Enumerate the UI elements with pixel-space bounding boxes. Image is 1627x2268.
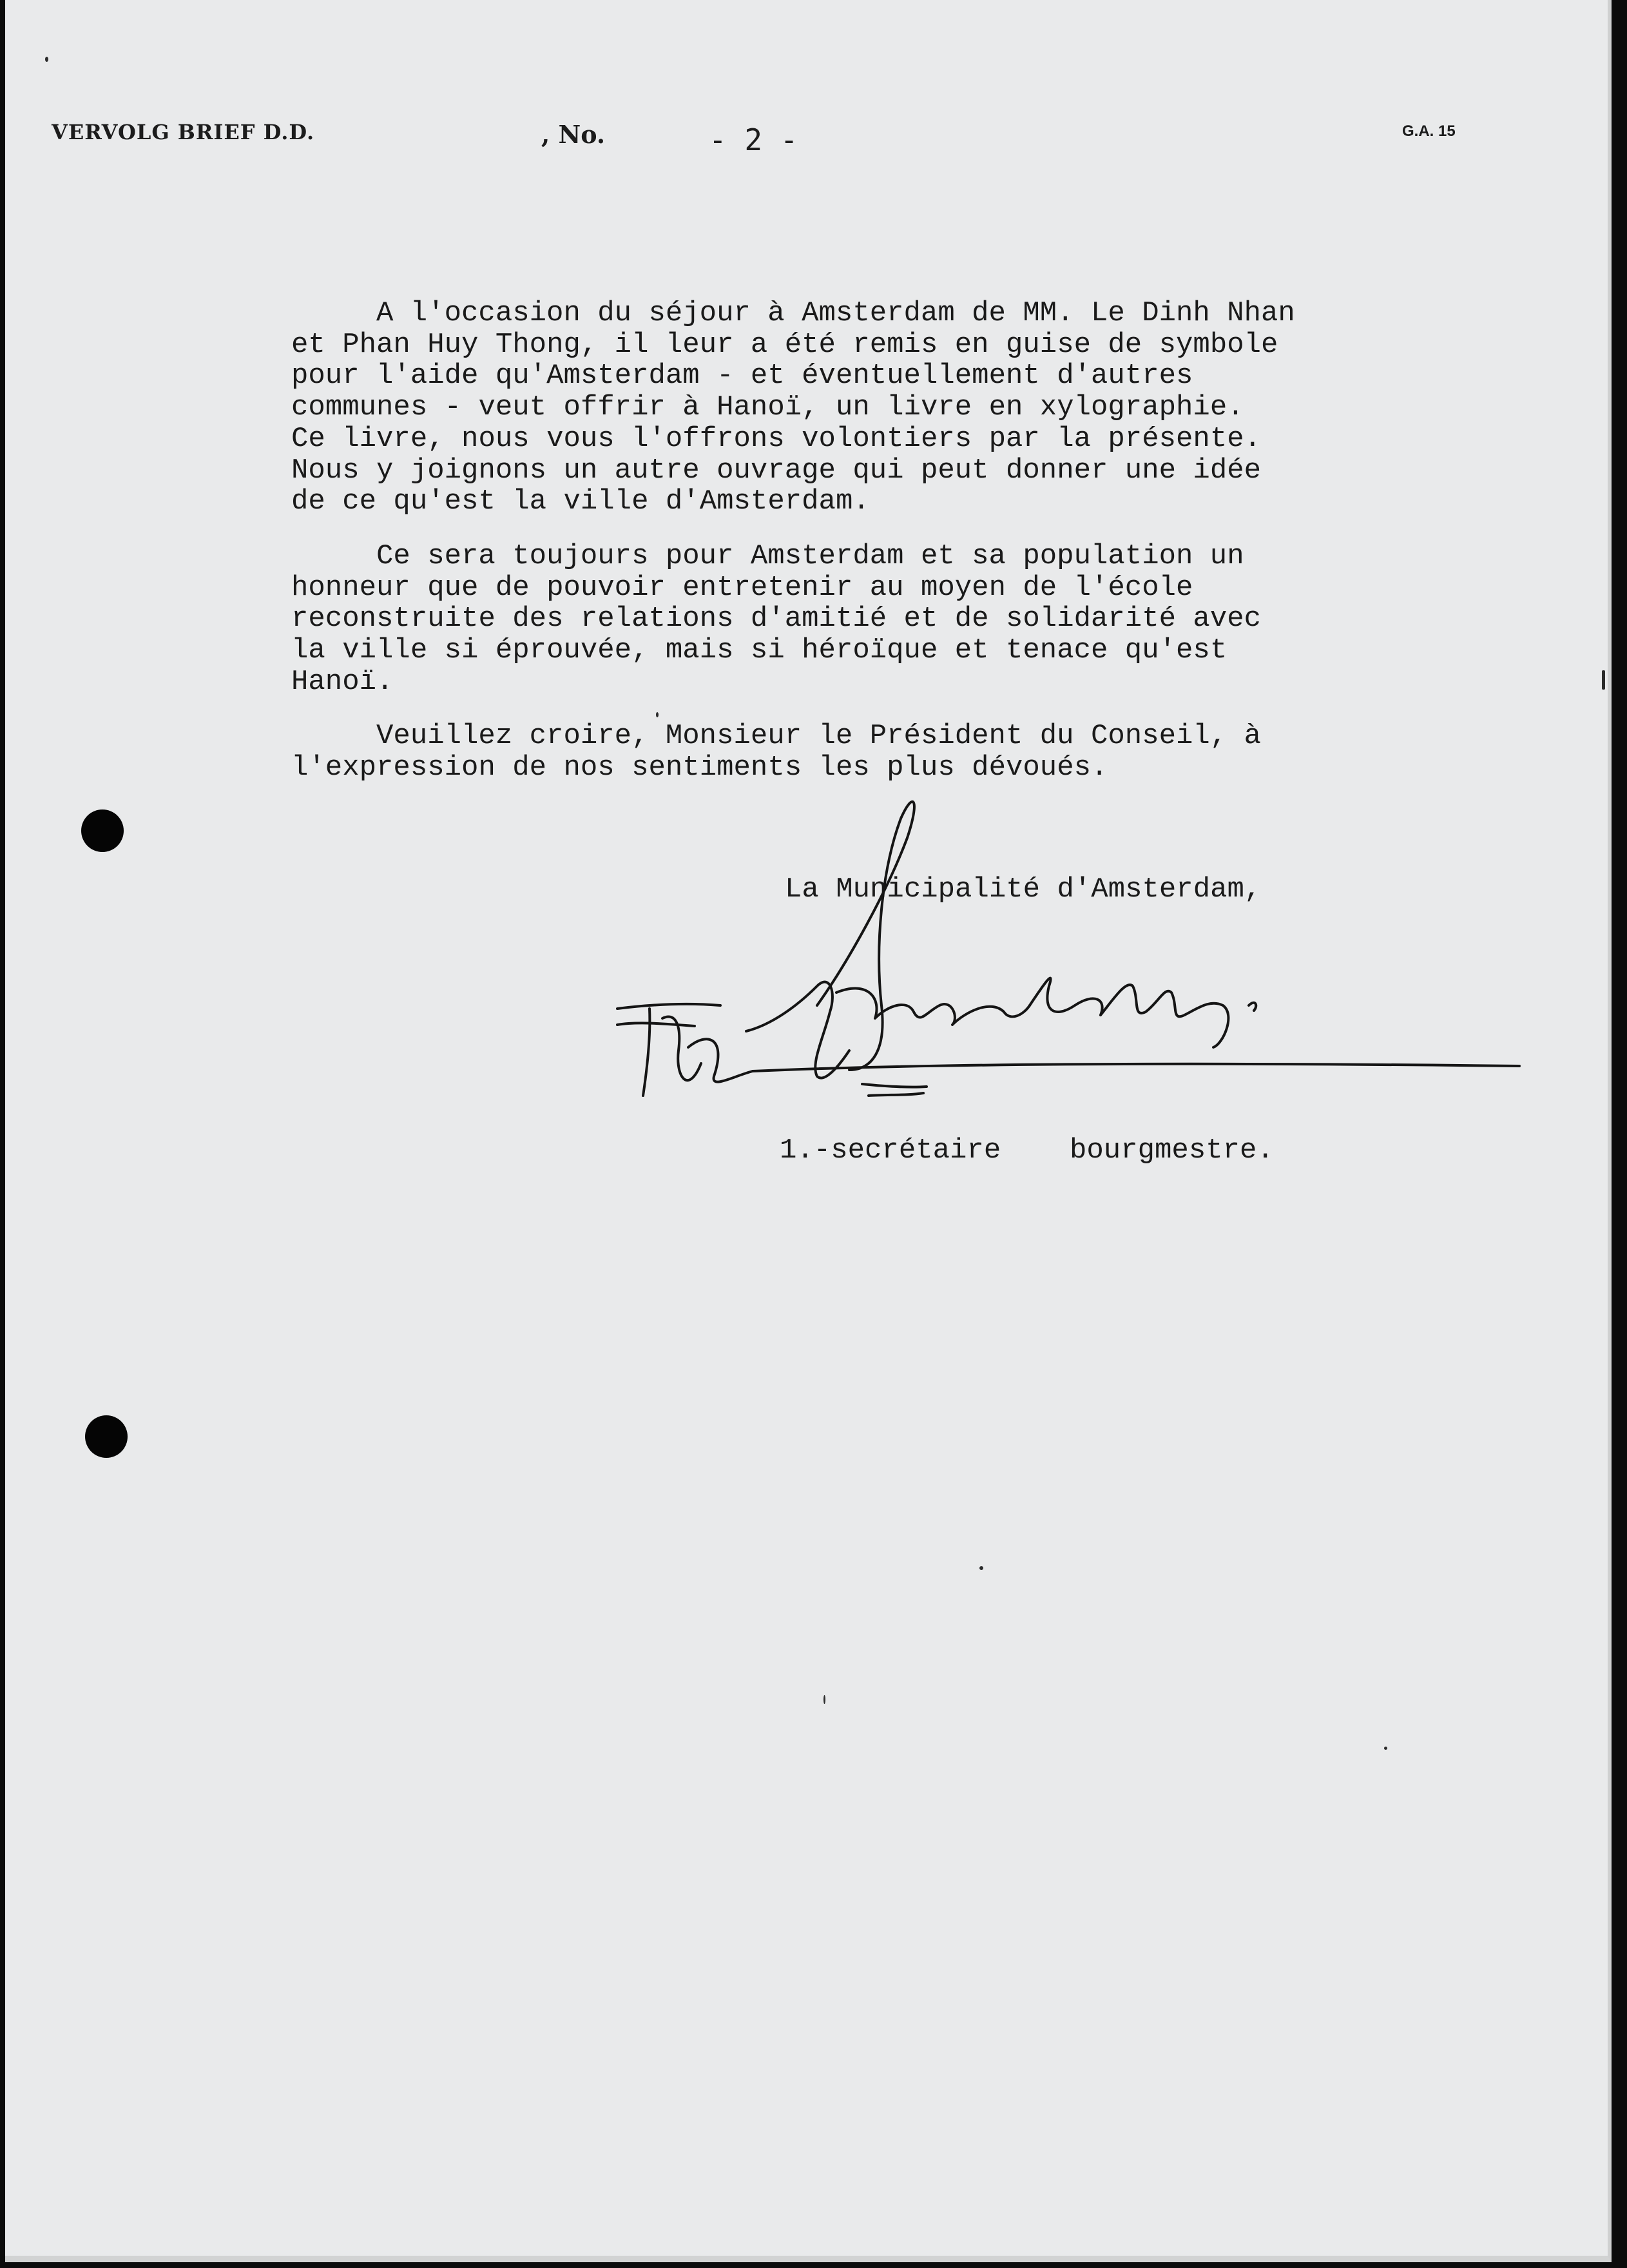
paper-speck <box>656 712 659 717</box>
handwritten-signature <box>604 793 1532 1128</box>
paragraph-2-text: Ce sera toujours pour Amsterdam et sa population un honneur que de pouvoir entretenir au moyen de l'école reconstruite des relations d'amitié et de solidarité avec la ville si éprouvée, mais si héroïque et tenace qu'est Hanoï. <box>291 539 1262 698</box>
closing-municipality: La Municipalité d'Amsterdam, <box>785 873 1262 906</box>
punch-hole-top <box>81 809 124 852</box>
header-vervolg-brief: VERVOLG BRIEF D.D. <box>52 120 315 144</box>
page-number-marker: - 2 - <box>709 122 798 157</box>
paper-speck <box>823 1695 825 1704</box>
paragraph-3-text: Veuillez croire, Monsieur le Président du Conseil, à l'expression de nos sentiments les plus dévoués. <box>291 720 1262 784</box>
paper-speck <box>979 1566 983 1570</box>
form-code: G.A. 15 <box>1402 122 1456 140</box>
paper-speck <box>45 57 48 62</box>
signatory-mayor: bourgmestre. <box>1070 1134 1274 1167</box>
letter-page <box>5 0 1612 2262</box>
paragraph-2 <box>291 541 1348 698</box>
paper-speck <box>1602 670 1605 690</box>
punch-hole-bottom <box>85 1415 128 1458</box>
paper-speck <box>1384 1747 1387 1750</box>
paragraph-1-text: A l'occasion du séjour à Amsterdam de MM. Le Dinh Nhan et Phan Huy Thong, il leur a été remis en guise de symbole pour l'aide qu'Amsterdam - et éventuellement d'autres communes - veut offrir à Hanoï, un livre en xylographie. Ce livre, nous vous l'offrons volontiers par la présente. Nous y joignons un autre ouvrage qui peut donner une idée de ce qu'est la ville d'Amsterdam. <box>291 297 1295 518</box>
header-number-label: , No. <box>541 120 606 149</box>
paragraph-1 <box>291 298 1348 518</box>
paragraph-3 <box>291 721 1348 783</box>
letter-body <box>291 298 1348 807</box>
signatory-secretary: 1.-secrétaire <box>780 1134 1001 1167</box>
